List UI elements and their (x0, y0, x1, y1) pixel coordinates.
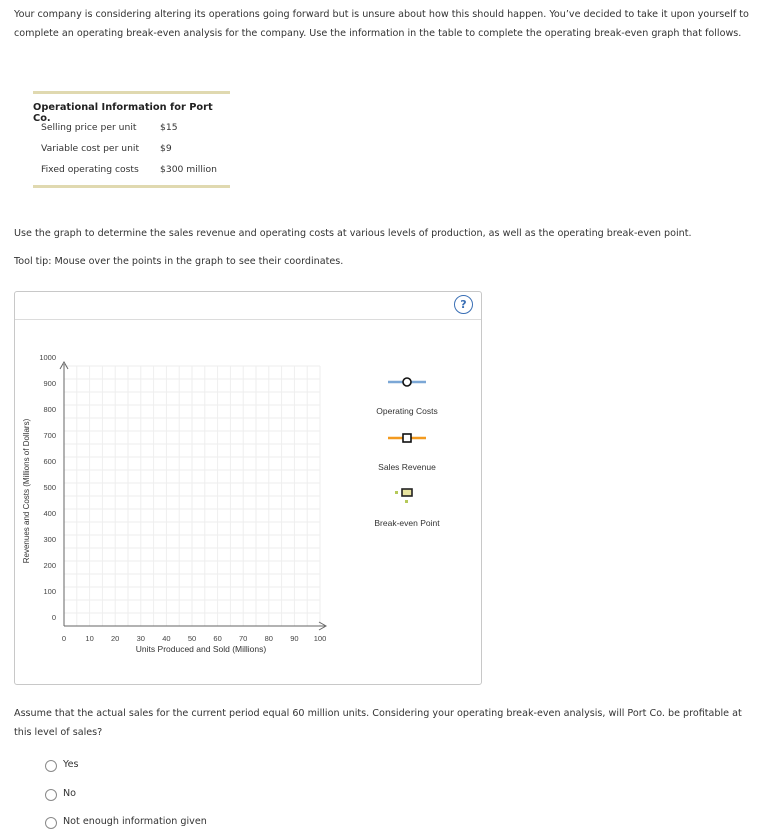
circle-marker-icon (403, 378, 411, 386)
chart-grid (64, 366, 320, 626)
y-tick-label: 500 (43, 483, 56, 492)
sales-revenue-label: Sales Revenue (378, 462, 436, 472)
operating-costs-label: Operating Costs (376, 406, 438, 416)
radio-not-enough-info[interactable] (45, 817, 57, 829)
y-tick-label: 900 (43, 379, 56, 388)
operational-info-table (33, 91, 230, 188)
break-even-dash-left (395, 491, 398, 494)
row-value-variable-cost: $9 (160, 143, 172, 154)
graph-instruction: Use the graph to determine the sales revenue and operating costs at various levels of production, as well as the operating break-even point. (14, 228, 692, 239)
y-tick-label: 100 (43, 587, 56, 596)
x-tick-label: 10 (85, 634, 94, 643)
table-bottom-rule (33, 185, 230, 188)
y-tick-label: 300 (43, 535, 56, 544)
option-yes-label[interactable]: Yes (63, 759, 79, 770)
break-even-chart[interactable] (15, 292, 481, 684)
x-axis-title: Units Produced and Sold (Millions) (135, 644, 267, 654)
y-tick-label: 0 (51, 613, 56, 622)
operating-costs-tool[interactable] (388, 378, 426, 386)
x-tick-label: 30 (136, 634, 145, 643)
dashed-square-marker-icon (402, 489, 412, 496)
x-tick-labels (62, 634, 326, 643)
x-tick-label: 40 (162, 634, 171, 643)
row-value-fixed-costs: $300 million (160, 164, 217, 175)
y-tick-label: 600 (43, 457, 56, 466)
x-tick-label: 20 (111, 634, 120, 643)
radio-no[interactable] (45, 789, 57, 801)
y-axis-title: Revenues and Costs (Millions of Dollars) (22, 418, 31, 564)
intro-paragraph: Your company is considering altering its operations going forward but is unsure about how this should happen. You’ve decided to take it upon yourself to complete an operating break-even analysis for the company. Use the information in the table to complete the operating break-even graph that follows. (14, 9, 749, 39)
y-tick-label: 800 (43, 405, 56, 414)
break-even-point-tool[interactable] (395, 489, 412, 503)
help-button[interactable]: ? (454, 295, 473, 314)
row-label-fixed-costs: Fixed operating costs (41, 164, 139, 175)
y-tick-labels (39, 353, 56, 622)
table-top-rule (33, 91, 230, 94)
y-tick-label: 1000 (39, 353, 56, 362)
row-value-selling-price: $15 (160, 122, 178, 133)
x-tick-label: 80 (264, 634, 273, 643)
break-even-point-label: Break-even Point (374, 518, 440, 528)
x-tick-label: 90 (290, 634, 299, 643)
x-tick-label: 0 (61, 634, 67, 643)
tooltip-hint: Tool tip: Mouse over the points in the graph to see their coordinates. (14, 256, 344, 267)
table-title: Operational Information for Port Co. (33, 102, 213, 124)
y-tick-label: 400 (43, 509, 56, 518)
option-not-enough-info-label[interactable]: Not enough information given (63, 816, 207, 827)
x-tick-label: 60 (213, 634, 222, 643)
break-even-dash-bottom (405, 500, 408, 503)
x-tick-label: 70 (239, 634, 248, 643)
graph-panel (14, 291, 482, 685)
y-tick-label: 700 (43, 431, 56, 440)
x-tick-label: 100 (313, 634, 327, 643)
x-tick-label: 50 (187, 634, 197, 643)
row-label-selling-price: Selling price per unit (41, 122, 137, 133)
option-no-label[interactable]: No (63, 788, 77, 799)
square-marker-icon (403, 434, 411, 442)
row-label-variable-cost: Variable cost per unit (41, 143, 140, 154)
sales-revenue-tool[interactable] (388, 434, 426, 442)
radio-yes[interactable] (45, 760, 57, 772)
y-tick-label: 200 (43, 561, 56, 570)
profitability-question: Assume that the actual sales for the current period equal 60 million units. Considering your operating break-even analysis, will Port Co. be profitable at this level of sales? (14, 708, 742, 738)
